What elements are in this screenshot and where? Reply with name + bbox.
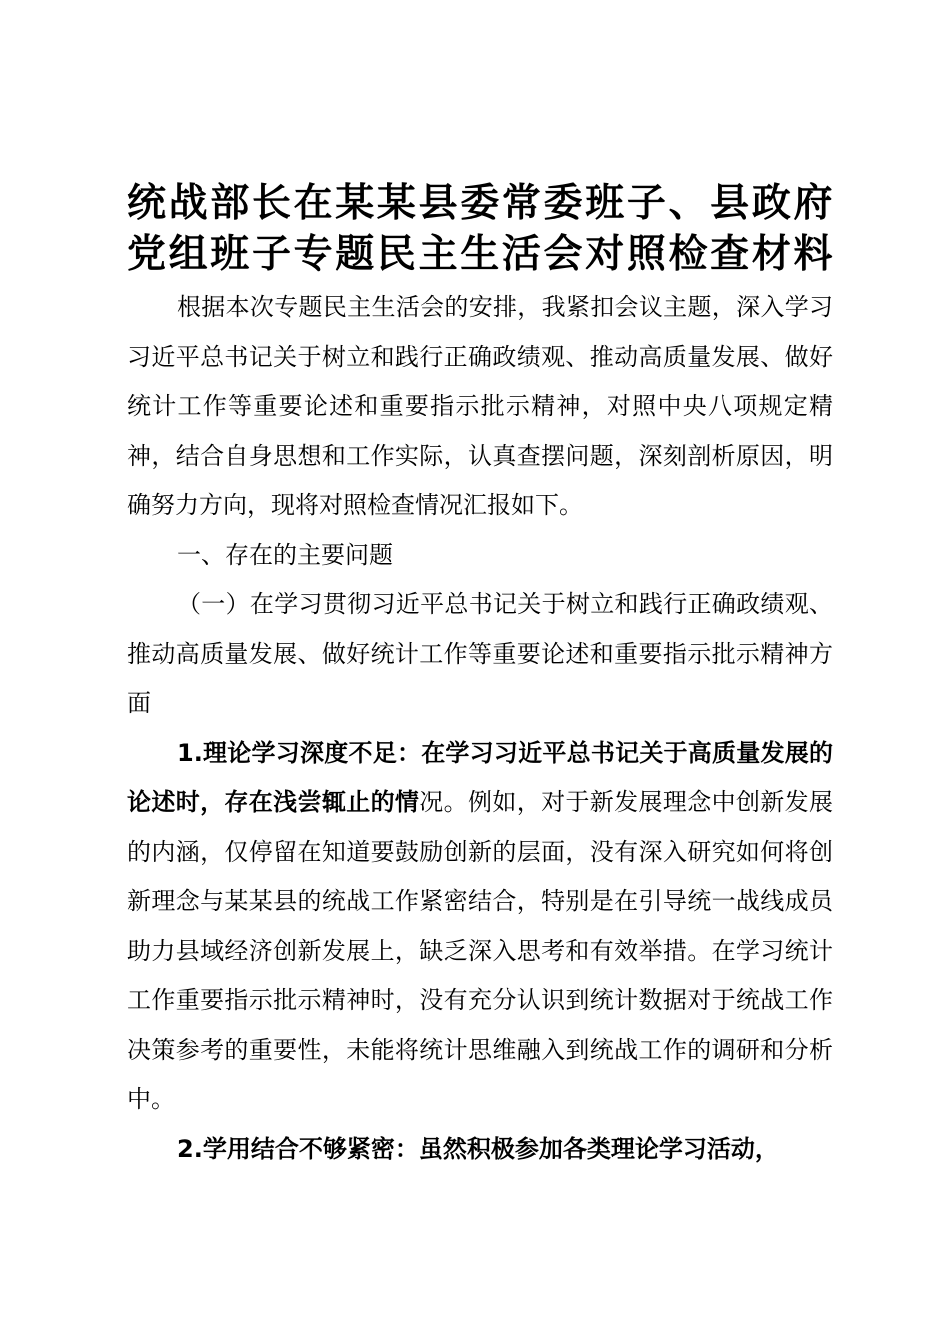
title-line-2: 党组班子专题民主生活会对照检查材料 xyxy=(127,232,833,277)
title-line-1: 统战部长在某某县委常委班子、县政府 xyxy=(127,181,833,226)
item-2-lead: 2.学用结合不够紧密：虽然积极参加各类理论学习活动， xyxy=(177,1134,779,1163)
subsection-heading-1: （一）在学习贯彻习近平总书记关于树立和践行正确政绩观、推动高质量发展、做好统计工作等重要论述和重要指示批示精神方面 xyxy=(127,590,833,717)
intro-paragraph: 根据本次专题民主生活会的安排，我紧扣会议主题，深入学习习近平总书记关于树立和践行正确政绩观、推动高质量发展、做好统计工作等重要论述和重要指示批示精神，对照中央八项规定精神，结合自身思想和工作实际，认真查摆问题，深刻剖析原因，明确努力方向，现将对照检查情况汇报如下。 xyxy=(127,293,833,519)
document-page xyxy=(127,178,833,1174)
item-2-paragraph xyxy=(127,1125,833,1175)
item-1-lead: 1.理论学习深度不足：在学习习近平总书记关于高质量发展的论述时，存在浅尝辄止的情 xyxy=(127,738,833,816)
item-1-paragraph xyxy=(127,729,833,1125)
section-heading-1: 一、存在的主要问题 xyxy=(177,540,393,569)
document-title xyxy=(127,178,833,280)
item-1-body: 况。例如，对于新发展理念中创新发展的内涵，仅停留在知道要鼓励创新的层面，没有深入研究如何将创新理念与某某县的统战工作紧密结合，特别是在引导统一战线成员助力县域经济创新发展上，缺乏深入思考和有效举措。在学习统计工作重要指示批示精神时，没有充分认识到统计数据对于统战工作决策参考的重要性，未能将统计思维融入到统战工作的调研和分析中。 xyxy=(127,788,834,1113)
